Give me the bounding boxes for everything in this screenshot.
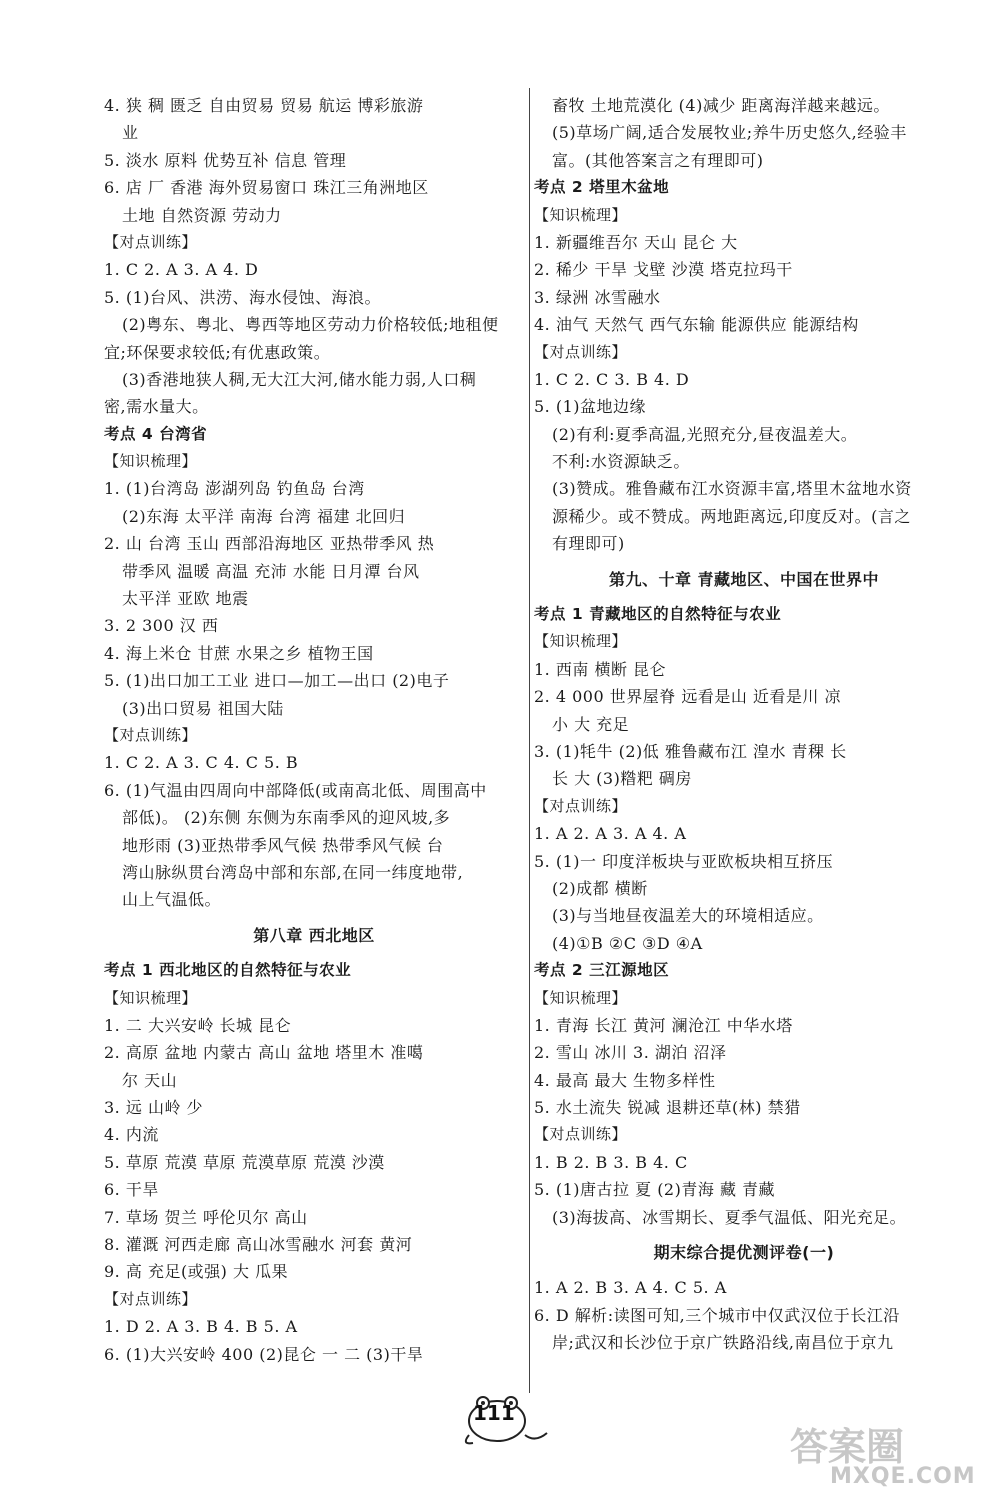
chapter-title: 期末综合提优测评卷(一) (653, 1243, 835, 1263)
answer-line-continued: 地形雨 (3)亚热带季风气候 热带季风气候 台 (122, 835, 444, 855)
answer-line: 5. (1)出口加工工业 进口—加工—出口 (2)电子 (104, 671, 450, 691)
answer-line: 5. (1)一 印度洋板块与亚欧板块相互挤压 (534, 851, 834, 871)
left-column (104, 92, 524, 1368)
section-label: 【对点训练】 (534, 796, 628, 815)
answer-line-continued: (2)有利:夏季高温,光照充分,昼夜温差大。 (552, 424, 858, 444)
answer-line: 1. D 2. A 3. B 4. B 5. A (104, 1317, 298, 1337)
answer-line: 8. 灌溉 河西走廊 高山冰雪融水 河套 黄河 (104, 1235, 413, 1255)
answer-line: 2. 高原 盆地 内蒙古 高山 盆地 塔里木 准噶 (104, 1043, 424, 1063)
answer-line: 1. B 2. B 3. B 4. C (534, 1152, 688, 1172)
answer-line-continued: (2)粤东、粤北、粤西等地区劳动力价格较低;地租便 (122, 315, 499, 335)
page-number: 111 (473, 1401, 515, 1425)
section-label: 【知识梳理】 (534, 205, 628, 224)
answer-line: 1. A 2. A 3. A 4. A (534, 824, 687, 844)
answer-line: 1. A 2. B 3. A 4. C 5. A (534, 1278, 727, 1298)
answer-line-continued: 岸;武汉和长沙位于京广铁路沿线,南昌位于京九 (552, 1333, 894, 1353)
answer-line: 5. (1)台风、洪涝、海水侵蚀、海浪。 (104, 287, 382, 307)
section-label: 【对点训练】 (104, 725, 198, 744)
answer-line: 5. 草原 荒漠 草原 荒漠草原 荒漠 沙漠 (104, 1152, 385, 1172)
answer-line-continued: 湾山脉纵贯台湾岛中部和东部,在同一纬度地带, (122, 862, 464, 882)
answer-line-continued: (3)香港地狭人稠,无大江大河,储水能力弱,人口稠 (122, 369, 477, 389)
answer-line: 2. 山 台湾 玉山 西部沿海地区 亚热带季风 热 (104, 534, 435, 554)
answer-line: 1. 青海 长江 黄河 澜沧江 中华水塔 (534, 1015, 793, 1035)
section-label: 【对点训练】 (104, 1289, 198, 1308)
section-label: 【对点训练】 (534, 342, 628, 361)
answer-line-continued: (2)成都 横断 (552, 878, 648, 898)
section-label: 【知识梳理】 (104, 452, 198, 471)
kaodian-heading: 考点 4 台湾省 (104, 424, 208, 443)
answer-line-continued: 源稀少。或不赞成。两地距离远,印度反对。(言之 (552, 506, 911, 526)
answer-line-continued: (3)海拔高、冰雪期长、夏季气温低、阳光充足。 (552, 1207, 907, 1227)
answer-line-continued: (2)东海 太平洋 南海 台湾 福建 北回归 (122, 506, 406, 526)
column-divider (529, 88, 530, 1393)
answer-line-continued: (4)①B ②C ③D ④A (552, 933, 703, 953)
answer-line: 2. 雪山 冰川 3. 湖泊 沼泽 (534, 1043, 727, 1063)
answer-line: 9. 高 充足(或强) 大 瓜果 (104, 1262, 289, 1282)
answer-line: 6. (1)气温由四周向中部降低(或南高北低、周围高中 (104, 780, 487, 800)
answer-line-continued: 长 大 (3)糌粑 碉房 (552, 769, 692, 789)
answer-line: 4. 油气 天然气 西气东输 能源供应 能源结构 (534, 315, 859, 335)
answer-line-continued: 有理即可) (552, 534, 625, 554)
answer-line: 6. 店 厂 香港 海外贸易窗口 珠江三角洲地区 (104, 178, 429, 198)
kaodian-heading: 考点 2 塔里木盆地 (534, 178, 670, 197)
answer-line-continued: (3)出口贸易 祖国大陆 (122, 698, 284, 718)
watermark-logo-icon (790, 1420, 980, 1468)
answer-line: 2. 稀少 干旱 戈壁 沙漠 塔克拉玛干 (534, 260, 793, 280)
answer-line: 5. 水土流失 锐减 退耕还草(林) 禁猎 (534, 1098, 801, 1118)
answer-line: 4. 最高 最大 生物多样性 (534, 1070, 716, 1090)
answer-line: 1. C 2. A 3. A 4. D (104, 260, 259, 280)
kaodian-heading: 考点 2 三江源地区 (534, 961, 670, 980)
chapter-title: 第九、十章 青藏地区、中国在世界中 (608, 569, 880, 589)
section-label: 【对点训练】 (104, 232, 198, 251)
answer-line-continued: 土地 自然资源 劳动力 (122, 205, 282, 225)
answer-line: 3. (1)牦牛 (2)低 雅鲁藏布江 湟水 青稞 长 (534, 741, 847, 761)
answer-line: 1. 二 大兴安岭 长城 昆仑 (104, 1015, 292, 1035)
right-column (534, 92, 954, 1357)
answer-line: 4. 海上米仓 甘蔗 水果之乡 植物王国 (104, 643, 374, 663)
svg-text:答案圈: 答案圈 (790, 1425, 905, 1468)
section-label: 【知识梳理】 (104, 988, 198, 1007)
answer-line-continued: 畜牧 土地荒漠化 (4)减少 距离海洋越来越远。 (552, 96, 890, 115)
answer-line: 1. 西南 横断 昆仑 (534, 659, 667, 679)
page-footer (455, 1393, 555, 1453)
answer-line-continued: (3)赞成。雅鲁藏布江水资源丰富,塔里木盆地水资 (552, 479, 912, 499)
watermark-url: MXQE.COM (830, 1464, 976, 1489)
answer-line: 4. 内流 (104, 1125, 159, 1145)
answer-line: 密,需水量大。 (104, 397, 209, 417)
answer-line: 1. C 2. C 3. B 4. D (534, 369, 690, 389)
answer-line: 5. (1)唐古拉 夏 (2)青海 藏 青藏 (534, 1180, 776, 1200)
answer-line-continued: 富。(其他答案言之有理即可) (552, 150, 764, 170)
answer-line-continued: (5)草场广阔,适合发展牧业;养牛历史悠久,经验丰 (552, 123, 907, 143)
answer-line: 1. 新疆维吾尔 天山 昆仑 大 (534, 232, 738, 252)
answer-line: 4. 狭 稠 匮乏 自由贸易 贸易 航运 博彩旅游 (104, 96, 424, 115)
answer-line: 5. (1)盆地边缘 (534, 397, 647, 417)
answer-line-continued: 山上气温低。 (122, 890, 222, 910)
answer-line: 1. C 2. A 3. C 4. C 5. B (104, 753, 299, 773)
watermark (790, 1420, 980, 1495)
answer-line: 2. 4 000 世界屋脊 远看是山 近看是川 凉 (534, 687, 842, 707)
answer-line: 3. 绿洲 冰雪融水 (534, 287, 661, 307)
answer-line-continued: 不利:水资源缺乏。 (552, 452, 690, 472)
answer-line-continued: 部低)。 (2)东侧 东侧为东南季风的迎风坡,多 (122, 808, 451, 828)
answer-line-continued: 尔 天山 (122, 1070, 178, 1090)
answer-line: 7. 草场 贺兰 呼伦贝尔 高山 (104, 1207, 308, 1227)
answer-line: 6. 干旱 (104, 1180, 159, 1200)
answer-line-continued: 小 大 充足 (552, 714, 630, 734)
chapter-title: 第八章 西北地区 (253, 925, 375, 945)
section-label: 【知识梳理】 (534, 632, 628, 651)
answer-line-continued: 业 (122, 123, 139, 143)
answer-line-continued: (3)与当地昼夜温差大的环境相适应。 (552, 906, 824, 926)
answer-line-continued: 太平洋 亚欧 地震 (122, 589, 249, 609)
answer-line: 6. (1)大兴安岭 400 (2)昆仑 一 二 (3)干旱 (104, 1344, 424, 1364)
section-label: 【对点训练】 (534, 1125, 628, 1144)
answer-line: 宜;环保要求较低;有优惠政策。 (104, 342, 331, 362)
answer-line: 3. 2 300 汉 西 (104, 616, 219, 636)
answer-line: 3. 远 山岭 少 (104, 1098, 204, 1118)
section-label: 【知识梳理】 (534, 988, 628, 1007)
answer-line: 6. D 解析:读图可知,三个城市中仅武汉位于长江沿 (534, 1305, 900, 1325)
answer-line: 5. 淡水 原料 优势互补 信息 管理 (104, 150, 347, 170)
answer-line-continued: 带季风 温暖 高温 充沛 水能 日月潭 台风 (122, 561, 420, 581)
answer-line: 1. (1)台湾岛 澎湖列岛 钓鱼岛 台湾 (104, 479, 365, 499)
kaodian-heading: 考点 1 西北地区的自然特征与农业 (104, 961, 352, 980)
kaodian-heading: 考点 1 青藏地区的自然特征与农业 (534, 605, 782, 624)
